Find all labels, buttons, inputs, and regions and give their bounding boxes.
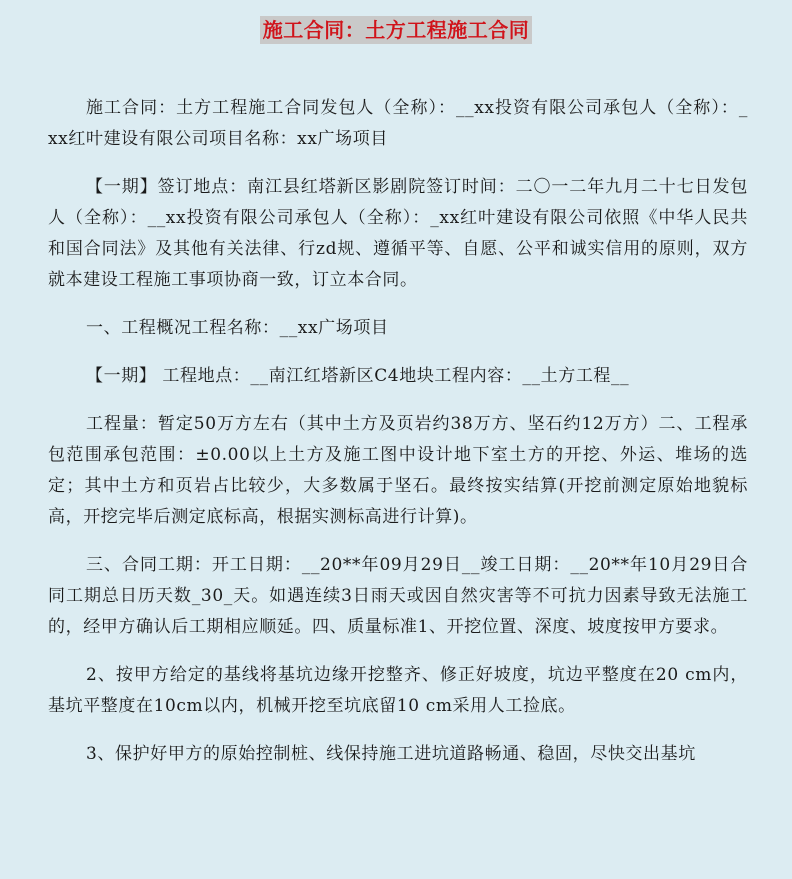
document-body <box>48 93 748 770</box>
paragraph-excavation-standard: 2、按甲方给定的基线将基坑边缘开挖整齐、修正好坡度，坑边平整度在20 cm内，基坑平整度在10cm以内，机械开挖至坑底留10 cm采用人工捡底。 <box>48 665 748 716</box>
title-bar <box>0 16 792 44</box>
paragraph-project-overview: 一、工程概况工程名称：__xx广场项目 <box>86 318 389 338</box>
paragraph-project-location: 【一期】 工程地点：__南江红塔新区C4地块工程内容：__土方工程__ <box>86 366 630 386</box>
paragraph-parties: 施工合同：土方工程施工合同发包人（全称）：__xx投资有限公司承包人（全称）：_ xx红叶建设有限公司项目名称：xx广场项目 <box>48 98 748 149</box>
paragraph-work-quantity: 工程量：暂定50万方左右（其中土方及页岩约38万方、坚石约12万方）二、工程承包范围承包范围：±0.00以上土方及施工图中设计地下室土方的开挖、外运、堆场的选定；其中土方和页岩占比较少，大多数属于坚石。最终按实结算(开挖前测定原始地貌标高，开挖完毕后测定底标高，根据实测标高进行计算)。 <box>48 414 748 527</box>
paragraph-control-protection: 3、保护好甲方的原始控制桩、线保持施工进坑道路畅通、稳固，尽快交出基坑 <box>86 744 696 764</box>
paragraph-contract-period: 三、合同工期：开工日期：__20**年09月29日__竣工日期：__20**年10月29日合同工期总日历天数_30_天。如遇连续3日雨天或因自然灾害等不可抗力因素导致无法施工的，经甲方确认后工期相应顺延。四、质量标准1、开挖位置、深度、坡度按甲方要求。 <box>48 555 748 637</box>
document-title: 施工合同：土方工程施工合同 <box>260 16 533 44</box>
paragraph-signing: 【一期】签订地点：南江县红塔新区影剧院签订时间：二〇一二年九月二十七日发包人（全称）：__xx投资有限公司承包人（全称）：_xx红叶建设有限公司依照《中华人民共和国合同法》及其他有关法律、行zd规、遵循平等、自愿、公平和诚实信用的原则，双方就本建设工程施工事项协商一致，订立本合同。 <box>48 177 748 290</box>
